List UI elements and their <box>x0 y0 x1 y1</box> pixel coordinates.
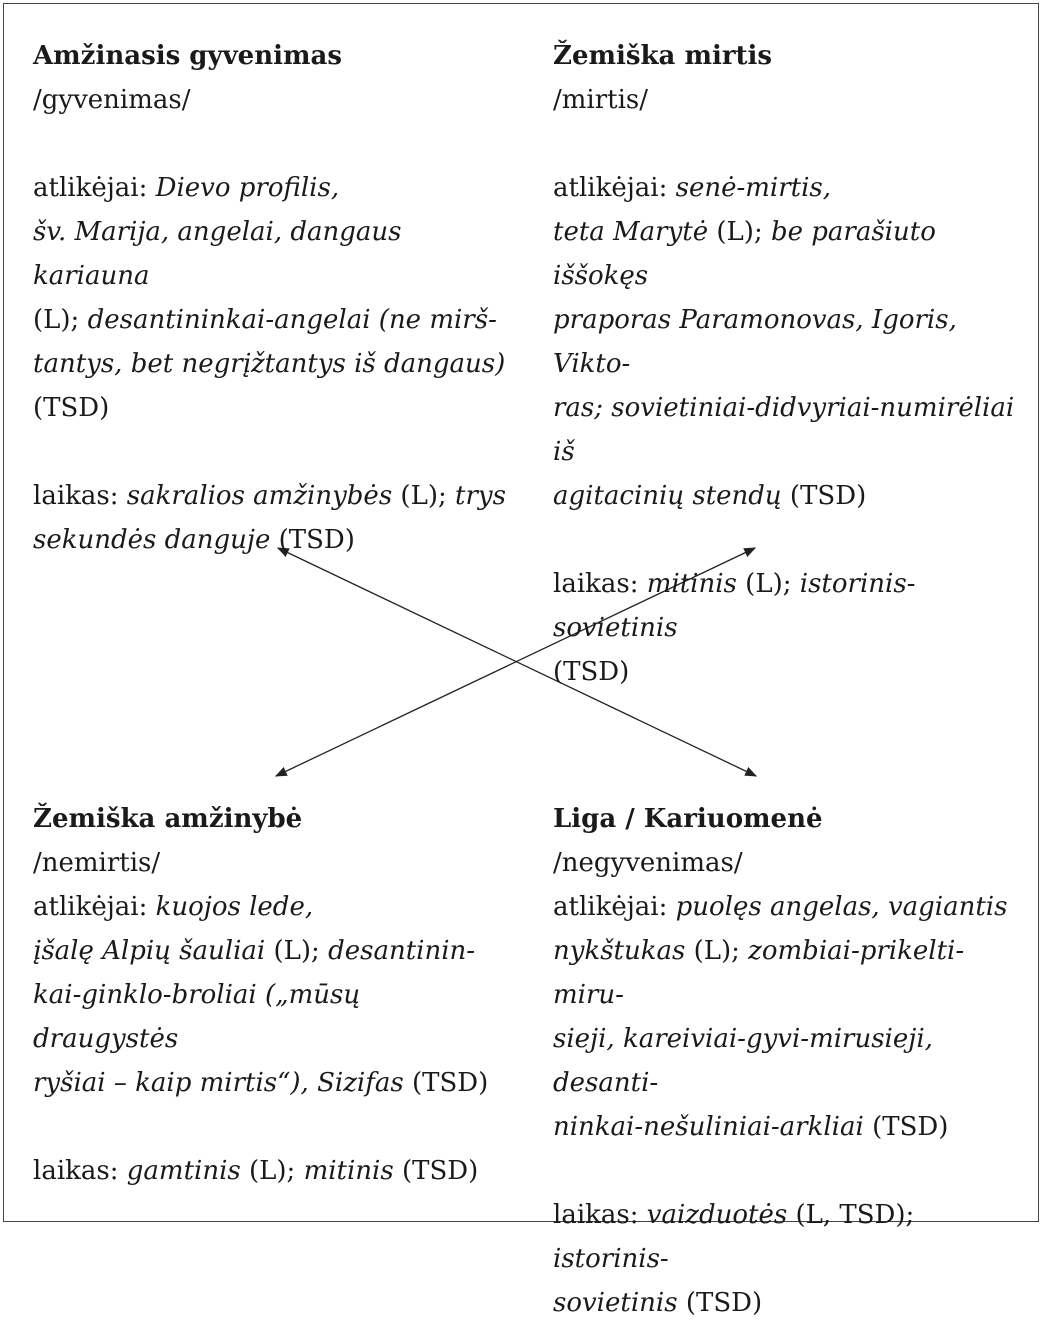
italic-text-run: be parašiuto iššokęs <box>553 217 936 291</box>
italic-text-run: teta Marytė <box>553 217 709 247</box>
italic-text-run: kuojos lede, <box>155 892 314 922</box>
italic-text-run: trys <box>455 481 506 511</box>
quadrant-title: Žemiška amžinybė <box>33 804 303 834</box>
quadrant-category: /gyvenimas/ <box>33 85 191 115</box>
quadrant-earthly-eternity <box>33 797 508 1193</box>
text-run: (L); <box>265 936 329 966</box>
italic-text-run: zombiai-prikelti-miru- <box>553 936 965 1010</box>
italic-text-run: tantys, bet negrįžtantys iš dangaus) <box>33 349 506 379</box>
text-run: (TSD) <box>677 1288 763 1318</box>
italic-text-run: istorinis-sovietinis <box>553 569 916 643</box>
italic-text-run: kai-ginklo-broliai („mūsų draugystės <box>33 980 361 1054</box>
text-run: (TSD) <box>270 525 355 555</box>
text-run: (TSD) <box>863 1112 949 1142</box>
italic-text-run: šv. Marija, angelai, dangaus kariauna <box>33 217 402 291</box>
italic-text-run: ninkai-nešuliniai-arkliai <box>553 1112 864 1142</box>
text-run: (L); <box>708 217 771 247</box>
italic-text-run: Dievo profilis, <box>155 173 340 203</box>
time <box>553 1193 1028 1325</box>
quadrant-category: /mirtis/ <box>553 85 649 115</box>
text-run: (L); <box>685 936 749 966</box>
performers <box>553 885 1028 1149</box>
performers <box>553 166 1028 518</box>
italic-text-run: istorinis- <box>553 1244 669 1274</box>
time-label: laikas: <box>553 569 647 599</box>
text-run: (TSD) <box>33 393 110 423</box>
italic-text-run: įšalę Alpių šauliai <box>33 936 266 966</box>
quadrant-title: Liga / Kariuomenė <box>553 804 823 834</box>
italic-text-run: agitacinių stendų <box>553 481 782 511</box>
italic-text-run: senė-mirtis, <box>675 173 832 203</box>
quadrant-illness-army <box>553 797 1028 1325</box>
italic-text-run: sakralios amžinybės <box>126 481 393 511</box>
text-run: (TSD) <box>553 657 630 687</box>
italic-text-run: mitinis <box>303 1156 394 1186</box>
quadrant-category: /negyvenimas/ <box>553 848 743 878</box>
performers <box>33 885 508 1105</box>
text-run: (L); <box>240 1156 304 1186</box>
italic-text-run: sekundės danguje <box>33 525 271 555</box>
italic-text-run: desantinin- <box>328 936 476 966</box>
quadrant-eternal-life <box>33 34 508 562</box>
performers-label: atlikėjai: <box>553 173 676 203</box>
quadrant-title: Amžinasis gyvenimas <box>33 41 342 71</box>
text-run: (TSD) <box>403 1068 489 1098</box>
italic-text-run: sovietinis <box>553 1288 678 1318</box>
text-run: (TSD) <box>393 1156 479 1186</box>
time <box>33 474 508 562</box>
italic-text-run: vaizduotės <box>646 1200 788 1230</box>
time-label: laikas: <box>33 481 127 511</box>
time <box>553 562 1028 694</box>
performers <box>33 166 508 430</box>
performers-label: atlikėjai: <box>553 892 676 922</box>
performers-label: atlikėjai: <box>33 173 156 203</box>
performers-label: atlikėjai: <box>33 892 156 922</box>
text-run: (L); <box>33 305 88 335</box>
italic-text-run: mitinis <box>646 569 737 599</box>
italic-text-run: praporas Paramonovas, Igoris, Vikto- <box>553 305 957 379</box>
italic-text-run: desantininkai-angelai (ne mirš- <box>87 305 497 335</box>
quadrant-title: Žemiška mirtis <box>553 41 773 71</box>
time <box>33 1149 508 1193</box>
italic-text-run: nykštukas <box>553 936 686 966</box>
text-run: (TSD) <box>781 481 867 511</box>
italic-text-run: ryšiai – kaip mirtis“), Sizifas <box>33 1068 404 1098</box>
text-run: (L, TSD); <box>787 1200 915 1230</box>
italic-text-run: gamtinis <box>126 1156 241 1186</box>
time-label: laikas: <box>33 1156 127 1186</box>
text-run: (L); <box>392 481 456 511</box>
quadrant-earthly-death <box>553 34 1028 694</box>
italic-text-run: sieji, kareiviai-gyvi-mirusieji, desanti- <box>553 1024 933 1098</box>
italic-text-run: puolęs angelas, vagiantis <box>675 892 1008 922</box>
text-run: (L); <box>736 569 800 599</box>
italic-text-run: ras; sovietiniai-didvyriai-numirėliai iš <box>553 393 1015 467</box>
time-label: laikas: <box>553 1200 647 1230</box>
quadrant-category: /nemirtis/ <box>33 848 161 878</box>
